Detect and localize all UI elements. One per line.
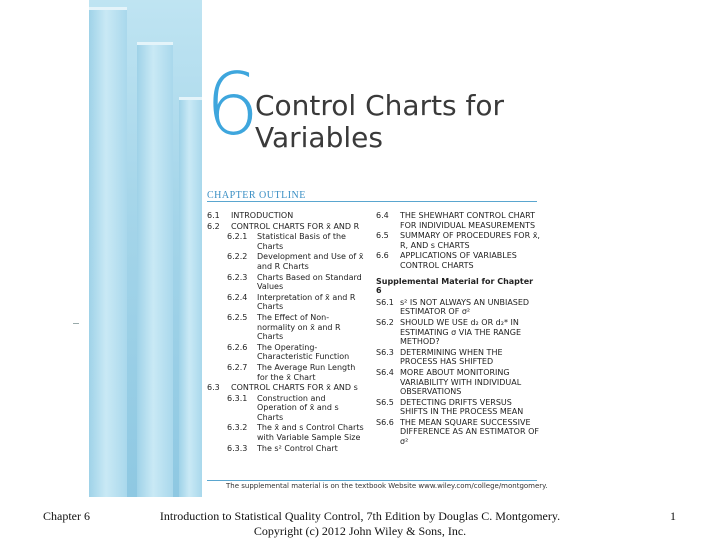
- outline-item: [207, 273, 367, 292]
- outline-item: [376, 231, 541, 250]
- outline-item-text: DETECTING DRIFTS VERSUS SHIFTS IN THE PROCESS MEAN: [400, 397, 524, 417]
- supplemental-heading: Supplemental Material for Chapter 6: [376, 276, 534, 296]
- outline-item-text: MORE ABOUT MONITORING VARIABILITY WITH INDIVIDUAL OBSERVATIONS: [400, 367, 522, 397]
- outline-item-text: Construction and Operation of x̄ and s Charts: [257, 393, 339, 422]
- outline-item: [207, 343, 367, 362]
- outline-left-column: [207, 211, 367, 454]
- outline-item-text: s² IS NOT ALWAYS AN UNBIASED ESTIMATOR OF σ²: [400, 297, 530, 317]
- outline-item-number: 6.2.1: [227, 232, 248, 242]
- chapter-number: 6: [205, 55, 260, 155]
- outline-item: [207, 423, 367, 442]
- outline-item: [207, 211, 367, 221]
- outline-item-text: INTRODUCTION: [231, 211, 294, 220]
- outline-item: [376, 318, 541, 347]
- decorative-dash: [73, 323, 79, 324]
- outline-item-number: 6.6: [376, 251, 389, 261]
- outline-item-text: THE MEAN SQUARE SUCCESSIVE DIFFERENCE AS AN ESTIMATOR OF σ²: [400, 417, 539, 447]
- building-shape: [179, 97, 202, 497]
- outline-item-number: 6.2.6: [227, 342, 248, 352]
- outline-item-number: 6.2.2: [227, 252, 248, 262]
- outline-item-text: The Effect of Non-normality on x̄ and R Charts: [257, 312, 341, 342]
- outline-item: [376, 251, 541, 270]
- page-number: 1: [670, 509, 676, 523]
- outline-item-text: CONTROL CHARTS FOR x̄ AND s: [231, 383, 358, 393]
- outline-item: [207, 232, 367, 251]
- outline-item: [207, 313, 367, 342]
- outline-item-number: S6.2: [376, 317, 394, 327]
- building-shape: [89, 7, 127, 497]
- outline-item-number: S6.1: [376, 297, 394, 307]
- outline-item-number: 6.3.1: [227, 393, 248, 403]
- footnote: The supplemental material is on the textbook Website www.wiley.com/college/montgomery.: [226, 482, 548, 490]
- footer-citation-line1: Introduction to Statistical Quality Control, 7th Edition by Douglas C. Montgomery.: [159, 509, 561, 523]
- outline-item-number: 6.2.5: [227, 312, 248, 322]
- outline-item-number: 6.3: [207, 383, 220, 393]
- chapter-title-line1: Control Charts for: [255, 89, 505, 122]
- outline-item-text: Charts Based on Standard Values: [257, 272, 362, 292]
- chapter-title: [255, 90, 504, 154]
- outline-item: [207, 293, 367, 312]
- outline-item-text: Interpretation of x̄ and R Charts: [257, 292, 356, 312]
- outline-item-number: S6.4: [376, 367, 394, 377]
- outline-item-text: APPLICATIONS OF VARIABLES CONTROL CHARTS: [400, 251, 517, 270]
- outline-item: [207, 222, 367, 232]
- outline-item: [376, 418, 541, 447]
- outline-item-number: 6.1: [207, 211, 220, 220]
- outline-item-number: 6.4: [376, 211, 389, 220]
- decorative-building-graphic: [89, 0, 202, 497]
- outline-item-text: THE SHEWHART CONTROL CHART FOR INDIVIDUAL MEASUREMENTS: [400, 211, 536, 230]
- outline-item: [376, 348, 541, 367]
- outline-right-column: [376, 211, 541, 448]
- outline-item: [207, 252, 367, 271]
- outline-item-number: 6.3.3: [227, 443, 248, 453]
- outline-item: [207, 363, 367, 382]
- outline-item: [376, 368, 541, 397]
- outline-item: [376, 211, 541, 230]
- outline-item-text: The Average Run Length for the x̄ Chart: [257, 362, 356, 382]
- outline-item: [376, 398, 541, 417]
- footer-citation: [150, 509, 570, 539]
- outline-item: [376, 298, 541, 317]
- outline-item-number: 6.2.7: [227, 362, 248, 372]
- building-shape: [137, 42, 173, 497]
- footnote-divider: [207, 480, 537, 481]
- outline-item-number: 6.2.3: [227, 272, 248, 282]
- heading-divider: [207, 201, 537, 202]
- outline-item-text: Statistical Basis of the Charts: [257, 232, 346, 251]
- outline-item-text: SHOULD WE USE d₂ OR d₂* IN ESTIMATING σ VIA THE RANGE METHOD?: [400, 317, 522, 347]
- outline-item-number: 6.2.4: [227, 292, 248, 302]
- footer-chapter: Chapter 6: [43, 509, 90, 523]
- outline-item-text: The Operating-Characteristic Function: [257, 342, 350, 362]
- outline-item: [207, 444, 367, 454]
- outline-item: [207, 383, 367, 393]
- outline-item-number: S6.3: [376, 347, 394, 357]
- outline-item-number: 6.5: [376, 231, 389, 241]
- outline-item-text: The s² Control Chart: [257, 443, 338, 453]
- footer-citation-line2: Copyright (c) 2012 John Wiley & Sons, Inc.: [253, 524, 467, 538]
- chapter-title-line2: Variables: [255, 121, 383, 154]
- outline-item-text: CONTROL CHARTS FOR x̄ AND R: [231, 221, 360, 231]
- outline-item-text: Development and Use of x̄ and R Charts: [257, 252, 364, 271]
- outline-item-text: DETERMINING WHEN THE PROCESS HAS SHIFTED: [400, 347, 503, 367]
- outline-item-number: S6.6: [376, 417, 394, 427]
- outline-item-text: SUMMARY OF PROCEDURES FOR x̄, R, AND s CHARTS: [400, 231, 540, 250]
- outline-item: [207, 394, 367, 423]
- outline-item-text: The x̄ and s Control Charts with Variable Sample Size: [257, 423, 364, 443]
- outline-item-number: 6.3.2: [227, 423, 248, 433]
- outline-heading: CHAPTER OUTLINE: [207, 190, 306, 201]
- outline-item-number: 6.2: [207, 221, 220, 231]
- outline-item-number: S6.5: [376, 397, 394, 407]
